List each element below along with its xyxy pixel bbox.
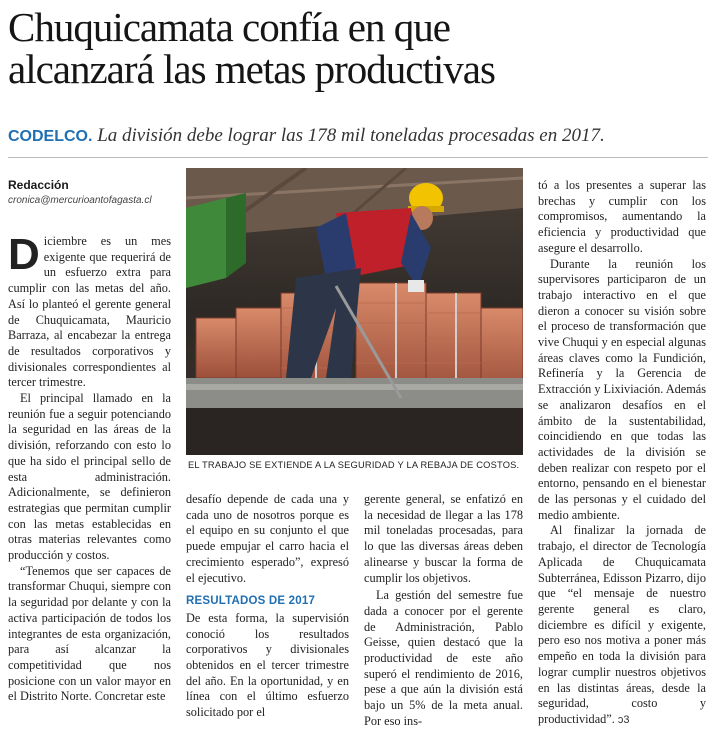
photo-caption: EL TRABAJO SE EXTIENDE A LA SEGURIDAD Y LA REBAJA DE COSTOS.	[188, 460, 520, 470]
deck-kicker: CODELCO.	[8, 128, 93, 145]
col4-paragraph-3-text: Al finalizar la jornada de trabajo, el director de Tecnología Aplicada de Chuquicamata Subterránea, Edisson Pizarro, dijo que “el mensaje de nuestro gerente general es claro, diciembre es difícil y exigente, pero eso nos motiva a poner más empeño en toda la división para lograr cumplir nuestros objetivos en las distintas áreas, desde la seguridad, costo y productividad”.	[538, 523, 706, 726]
deck-subtitle: La división debe lograr las 178 mil toneladas procesadas en 2017.	[97, 125, 605, 146]
col4-paragraph-1: tó a los presentes a superar las brechas y cumplir con los compromisos, aumentando la eficiencia y productividad que asegure el desarrollo.	[538, 178, 706, 255]
col1-paragraph-2: El principal llamado en la reunión fue a seguir potenciando la seguridad en las áreas de la división, reforzando con esto lo que ha sido el principal sello de esta administración. Adicionalmente, se definieron estrategias que permitan cumplir con las metas establecidas en otras materias relevantes como producción y costos.	[8, 391, 171, 563]
end-mark-icon: ↄ3	[617, 713, 630, 726]
col4-paragraph-3	[538, 523, 706, 728]
deck-divider	[8, 157, 708, 158]
byline-author: Redacción	[8, 178, 69, 192]
article-column-4	[538, 178, 706, 729]
section-subhead: RESULTADOS DE 2017	[186, 595, 316, 608]
col2-paragraph-1: desafío depende de cada una y cada uno de nosotros porque es el equipo en su conjunto el que puede empujar el carro hacia el crecimiento esperado”, expresó el ejecutivo.	[186, 492, 349, 585]
col1-paragraph-3: “Tenemos que ser capaces de transformar Chuqui, siempre con la seguridad por delante y con la activa participación de todos los integrantes de esta organización, para así alcanzar la competitividad que nos posicione con un valor mayor en el Distrito Norte. Concretar este	[8, 563, 171, 704]
article-photo	[186, 168, 523, 455]
col3-paragraph-2: La gestión del semestre fue dada a conocer por el gerente de Administración, Pablo Geisse, quien destacó que la productividad de este año superó el rendimiento de 2016, pese a que aún la división está bajo un 5% de la meta anual. Por eso ins-	[364, 588, 523, 728]
dropcap: D	[8, 230, 40, 279]
deck	[8, 125, 708, 148]
col3-paragraph-1: gerente general, se enfatizó en la necesidad de llegar a las 178 mil toneladas procesadas, para lo que las diversas áreas deben alinearse y buscar la forma de cumplir los objetivos.	[364, 492, 523, 585]
col1-paragraph-1: iciembre es un mes exigente que requerirá de un esfuerzo extra para cumplir con las metas del año. Así lo planteó el gerente general de Chuquicamata, Mauricio Barraza, al encabezar la entrega de resultados corporativos y divisionales correspondientes al tercer trimestre.	[8, 234, 171, 390]
headline-line-2: alcanzará las metas productivas	[8, 46, 495, 92]
col2-paragraph-2: De esta forma, la supervisión conoció los resultados corporativos y divisionales obtenidos en el tercer trimestre del año. En la oportunidad, y en línea con el último esfuerzo solicitado por el	[186, 610, 349, 720]
headline-line-1: Chuquicamata confía en que	[8, 4, 450, 50]
article-column-2	[186, 492, 349, 721]
headline	[8, 6, 708, 90]
col4-paragraph-2: Durante la reunión los supervisores participaron de un trabajo interactivo en el que dieron a conocer su visión sobre el proceso de transformación que vive Chuqui y en especial algunas áreas claves como la Fundición, Refinería y la Gerencia de Extracción y Lixiviación. Además se analizaron desafíos en el ámbito de la sustentabilidad, coincidiendo en que todas las actividades de la división se deben realizar con respeto por el entorno, pensando en el bienestar de las personas y el cuidado del medio ambiente.	[538, 256, 707, 522]
article-column-3	[364, 492, 523, 730]
byline-email: cronica@mercurioantofagasta.cl	[8, 195, 152, 206]
worker-copper-cathodes-image	[186, 168, 523, 455]
article-column-1	[8, 230, 171, 705]
